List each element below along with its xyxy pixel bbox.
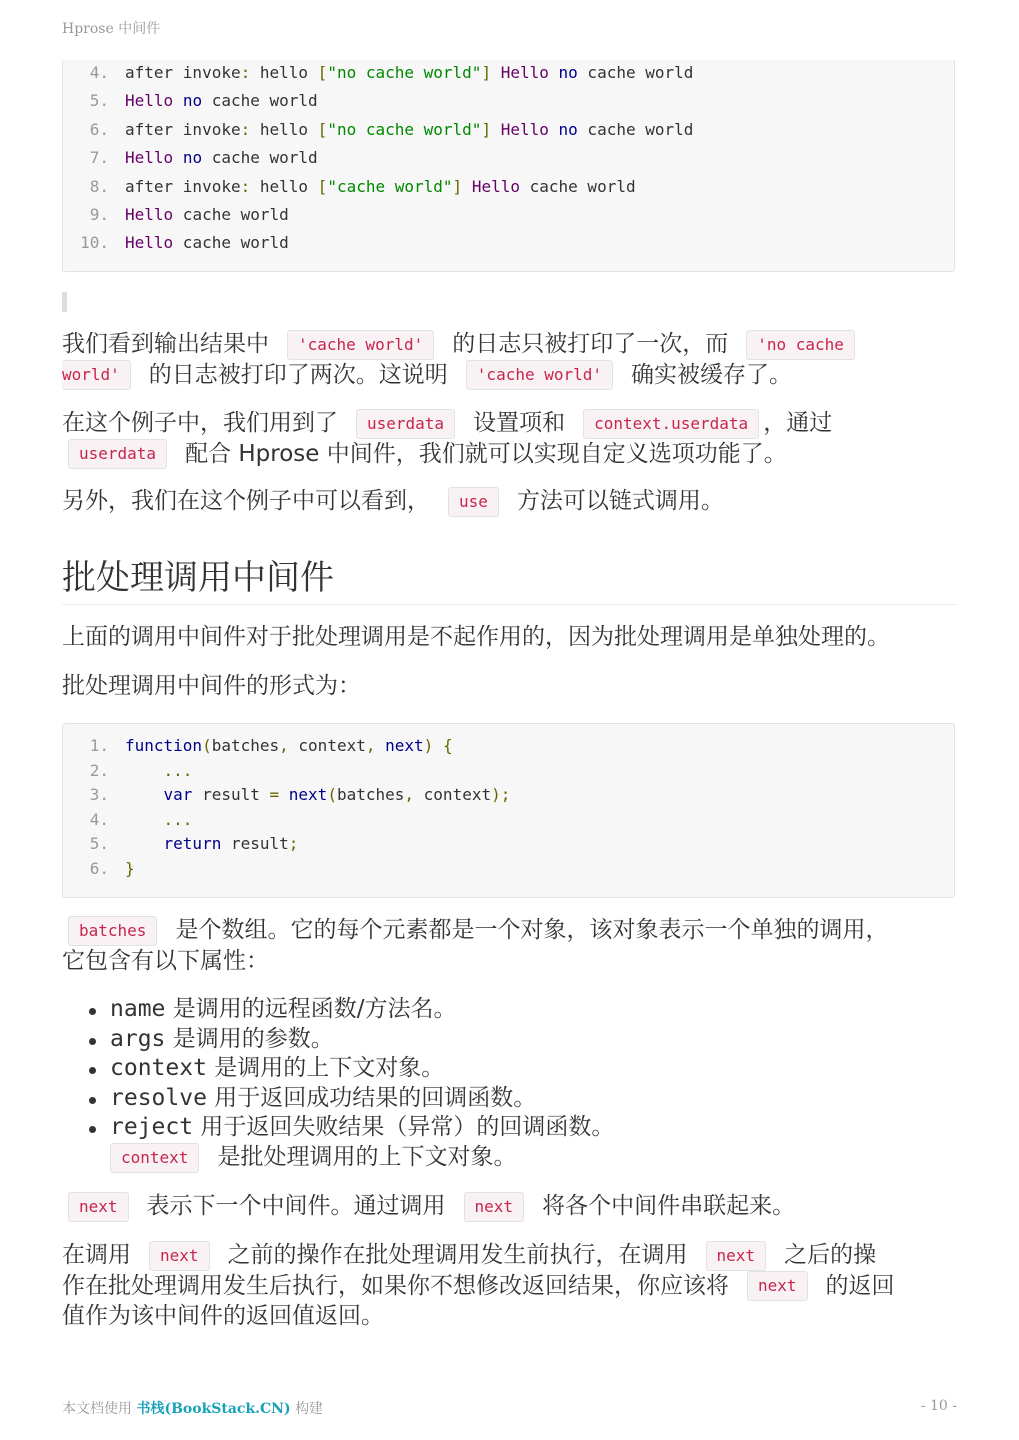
code-token: :: [240, 176, 251, 196]
property-desc: 用于返回成功结果的回调函数。: [206, 1084, 537, 1111]
list-item: [62, 1084, 942, 1114]
property-desc: 是调用的参数。: [165, 1025, 334, 1052]
code-token: [125, 785, 164, 804]
code-token: Hello: [500, 63, 549, 82]
inline-code: 'no cache: [746, 330, 855, 360]
code-token: cache world: [577, 63, 694, 82]
code-token: result: [221, 834, 289, 854]
code-token: result: [192, 785, 270, 805]
text: 配合 Hprose 中间件，我们就可以实现自定义选项功能了。: [185, 440, 787, 467]
code-token: Hello: [125, 148, 174, 168]
line-number: 1.: [89, 736, 109, 755]
code-token: [279, 785, 289, 804]
code-token: [125, 810, 164, 829]
code-token: [125, 834, 164, 853]
line-number: 2.: [89, 760, 109, 780]
code-token: "cache world": [327, 176, 453, 196]
text: 在这个例子中，我们用到了: [62, 410, 338, 436]
code-token: [: [317, 119, 328, 139]
paragraph-context: [104, 1142, 516, 1173]
property-name: reject: [110, 1114, 194, 1140]
inline-code: context.userdata: [583, 409, 759, 439]
inline-code: world': [62, 360, 131, 390]
code-token: [375, 736, 385, 755]
code-token: after invoke: [125, 119, 241, 139]
code-token: [433, 736, 443, 755]
line-number: 8.: [89, 176, 109, 196]
inline-code: next: [706, 1241, 767, 1271]
inline-code: context: [110, 1143, 199, 1173]
line-number: 6.: [89, 119, 109, 139]
text: 确实被缓存了。: [631, 361, 793, 388]
property-name: args: [110, 1025, 166, 1052]
footer-suffix: 构建: [295, 1401, 324, 1417]
code-token: ;: [288, 834, 299, 854]
code-line: [63, 62, 693, 84]
paragraph-next: [62, 1191, 957, 1222]
code-token: hello: [250, 119, 318, 139]
text: 是批处理调用的上下文对象。: [217, 1144, 517, 1170]
list-item: [62, 1025, 942, 1055]
section-heading: 批处理调用中间件: [62, 558, 334, 598]
line-number: 7.: [89, 148, 109, 168]
code-token: no: [558, 119, 578, 139]
footer-credit: [62, 1398, 323, 1418]
code-token: ,: [279, 736, 289, 755]
text: 它包含有以下属性：: [62, 947, 269, 974]
code-line: [63, 232, 289, 254]
property-name: name: [110, 996, 166, 1022]
blockquote-bar: [62, 292, 67, 312]
line-number: 10.: [80, 233, 109, 253]
inline-code: next: [68, 1192, 129, 1222]
text: 的日志只被打印了一次，而: [452, 331, 729, 357]
code-token: :: [240, 119, 251, 139]
text: 作在批处理调用发生后执行，如果你不想修改返回结果，你应该将: [62, 1272, 729, 1299]
text: 我们看到输出结果中: [62, 331, 269, 357]
code-block-output: [62, 60, 955, 272]
text: 另外，我们在这个例子中可以看到，: [62, 488, 430, 514]
code-line: [63, 119, 693, 141]
code-token: after invoke: [125, 63, 241, 82]
code-token: no: [182, 148, 203, 168]
code-token: after invoke: [125, 176, 241, 196]
code-line: [63, 858, 135, 880]
text: 在调用: [62, 1242, 131, 1268]
code-token: "no cache world": [327, 63, 482, 82]
code-line: [63, 204, 289, 226]
code-block-function: [62, 723, 955, 898]
code-token: Hello: [125, 91, 174, 111]
text: 之前的操作在批处理调用发生前执行，在调用: [227, 1242, 688, 1268]
code-token: Hello: [471, 176, 520, 196]
line-number: 3.: [89, 785, 109, 805]
running-header: Hprose 中间件: [62, 21, 161, 37]
code-token: (: [327, 785, 337, 805]
code-token: cache world: [202, 91, 318, 111]
property-desc: 是调用的远程函数/方法名。: [165, 996, 457, 1022]
code-token: cache world: [173, 233, 289, 253]
text: 值作为该中间件的返回值返回。: [62, 1303, 384, 1329]
text: 表示下一个中间件。通过调用: [146, 1193, 446, 1219]
code-token: cache world: [202, 148, 318, 168]
page-number: - 10 -: [920, 1398, 957, 1414]
code-token: cache world: [173, 205, 289, 224]
property-name: resolve: [110, 1084, 207, 1111]
code-line: [63, 784, 510, 806]
code-token: (: [202, 736, 212, 755]
footer-link[interactable]: 书栈(BookStack.CN): [136, 1401, 291, 1417]
code-token: );: [491, 785, 511, 805]
inline-code: next: [464, 1192, 525, 1222]
paragraph-batch-intro: 上面的调用中间件对于批处理调用是不起作用的，因为批处理调用是单独处理的。: [62, 624, 890, 650]
code-token: ): [423, 736, 434, 755]
line-number: 5.: [89, 834, 109, 854]
code-token: batches: [211, 736, 280, 755]
paragraph-cache-result: [62, 329, 957, 390]
text: 是个数组。它的每个元素都是一个对象，该对象表示一个单独的调用，: [175, 917, 889, 943]
inline-code: batches: [68, 916, 157, 946]
code-token: [491, 63, 501, 82]
line-number: 6.: [89, 859, 109, 878]
text: 的日志被打印了两次。这说明: [148, 361, 448, 388]
code-token: ]: [452, 176, 463, 196]
code-line: [63, 760, 192, 782]
line-number: 4.: [89, 63, 109, 82]
code-token: cache world: [577, 119, 694, 139]
heading-divider: [62, 604, 957, 605]
code-line: [63, 833, 298, 855]
code-token: [549, 120, 559, 139]
code-line: [63, 90, 318, 112]
paragraph-use-chain: [62, 486, 957, 517]
code-token: hello: [250, 63, 318, 82]
paragraph-next-usage: [62, 1240, 957, 1331]
code-token: [125, 761, 164, 780]
inline-code: use: [448, 487, 499, 517]
inline-code: next: [149, 1241, 210, 1271]
code-token: ]: [481, 63, 492, 82]
paragraph-userdata: [62, 408, 957, 469]
code-token: no: [558, 63, 578, 82]
code-token: [462, 177, 472, 196]
code-token: batches: [336, 785, 405, 805]
property-desc: 用于返回失败结果（异常）的回调函数。: [193, 1114, 615, 1140]
inline-code: 'cache world': [466, 360, 613, 390]
code-token: =: [269, 785, 280, 805]
code-token: [549, 63, 559, 82]
code-token: "no cache world": [327, 119, 482, 139]
code-token: Hello: [125, 205, 174, 224]
code-token: next: [385, 736, 424, 755]
code-token: [: [317, 63, 328, 82]
text: 方法可以链式调用。: [516, 488, 724, 514]
inline-code: 'cache world': [287, 330, 434, 360]
code-line: [63, 735, 453, 757]
code-token: [: [317, 176, 328, 196]
code-token: no: [182, 91, 203, 111]
code-token: ,: [404, 785, 415, 805]
line-number: 9.: [89, 205, 109, 224]
code-token: [173, 148, 183, 167]
code-line: [63, 176, 636, 198]
code-line: [63, 809, 192, 831]
code-token: ...: [163, 809, 193, 829]
inline-code: userdata: [356, 409, 455, 439]
inline-code: userdata: [68, 439, 167, 469]
code-token: {: [442, 736, 453, 755]
code-token: return: [163, 834, 222, 854]
code-token: [173, 91, 183, 110]
line-number: 4.: [89, 809, 109, 829]
code-token: ...: [163, 760, 193, 780]
paragraph-batches: [62, 915, 957, 976]
line-number: 5.: [89, 91, 109, 111]
code-token: cache world: [520, 176, 636, 196]
list-item: [62, 1054, 942, 1084]
paragraph-batch-form: 批处理调用中间件的形式为：: [62, 673, 361, 699]
code-token: Hello: [125, 233, 174, 253]
code-token: }: [125, 859, 135, 878]
text: 将各个中间件串联起来。: [542, 1193, 796, 1219]
text: 设置项和: [473, 410, 566, 436]
code-token: function: [125, 736, 203, 755]
property-name: context: [110, 1055, 207, 1081]
code-token: next: [288, 785, 328, 805]
code-token: var: [163, 785, 193, 805]
property-list: [62, 995, 942, 1143]
code-token: hello: [250, 176, 318, 196]
footer-prefix: 本文档使用: [62, 1401, 132, 1417]
code-token: ,: [365, 736, 376, 755]
code-line: [63, 147, 318, 169]
code-token: context: [414, 785, 492, 805]
code-token: [491, 120, 501, 139]
code-token: context: [288, 736, 366, 755]
property-desc: 是调用的上下文对象。: [206, 1055, 445, 1081]
inline-code: next: [747, 1271, 808, 1301]
list-item: [62, 995, 942, 1025]
list-item: [62, 1113, 942, 1143]
code-token: :: [240, 63, 251, 82]
text: 之后的操: [784, 1242, 877, 1268]
code-token: Hello: [500, 119, 549, 139]
text: ，通过: [763, 410, 833, 436]
text: 的返回: [825, 1272, 895, 1299]
code-token: ]: [481, 119, 492, 139]
